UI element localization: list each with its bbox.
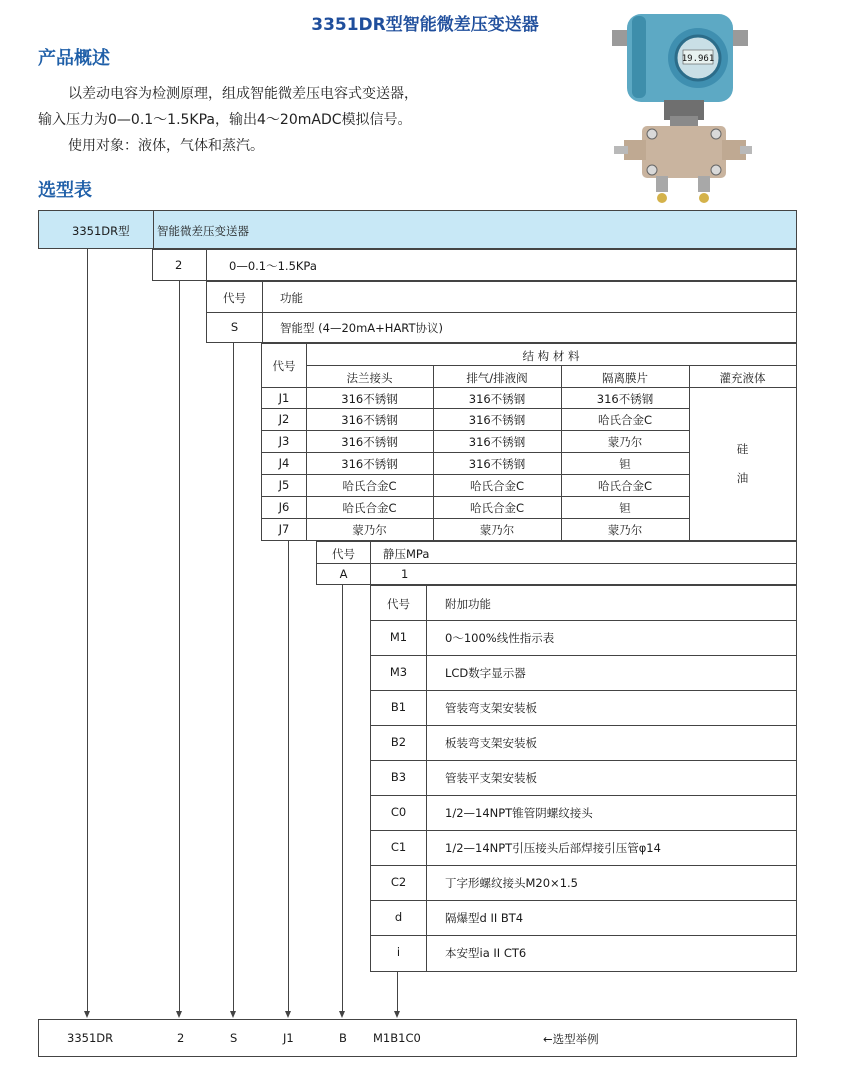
material-row-valve: 哈氏合金C	[469, 501, 525, 515]
extra-row-code: B3	[390, 770, 407, 784]
range-desc: 0—0.1～1.5KPa	[229, 259, 317, 273]
device-display-text: 19.961	[681, 54, 715, 64]
material-row-flange: 316不锈钢	[341, 413, 398, 427]
extra-row-desc: 管装弯支架安装板	[445, 701, 537, 715]
arrow-model	[84, 1011, 90, 1018]
extra-row-code: M1	[389, 630, 408, 644]
example-row	[38, 1019, 797, 1057]
material-row-valve: 316不锈钢	[468, 435, 526, 449]
static-code-header: 代号	[332, 547, 355, 561]
material-row-code: J4	[278, 456, 290, 470]
static-pressure-table	[316, 541, 797, 585]
materials-col-valve: 排气/排液阀	[466, 371, 528, 385]
fill-liquid-char-2: 油	[736, 471, 749, 485]
function-table	[206, 281, 797, 343]
materials-col-flange: 法兰接头	[346, 371, 393, 385]
function-desc: 智能型 (4—20mA+HART协议)	[280, 321, 443, 335]
transmitter-image	[612, 12, 752, 212]
material-row-flange: 蒙乃尔	[352, 523, 387, 537]
extra-row-code: d	[394, 910, 403, 924]
extra-row-desc: 板装弯支架安装板	[445, 736, 537, 750]
extra-row-desc: 丁字形螺纹接头M20×1.5	[445, 876, 578, 890]
overview-heading: 产品概述	[38, 48, 110, 69]
example-function: S	[230, 1031, 238, 1045]
materials-col-diaphragm: 隔离膜片	[602, 371, 648, 385]
extra-row-desc: 管装平支架安装板	[445, 771, 537, 785]
range-row	[152, 249, 797, 281]
extra-row-desc: 1/2—14NPT引压接头后部焊接引压管φ14	[445, 841, 661, 855]
material-row-code: J1	[278, 391, 290, 405]
extra-row-code: C2	[390, 875, 407, 889]
connector-line-model	[87, 249, 88, 1011]
extra-row-code: C0	[390, 805, 407, 819]
fill-liquid-char-1: 硅	[736, 442, 749, 456]
material-row-diaphragm: 哈氏合金C	[597, 413, 653, 427]
extra-row-desc: LCD数字显示器	[445, 666, 526, 680]
extra-row-code: B1	[390, 700, 407, 714]
materials-table	[261, 343, 797, 541]
range-code: 2	[175, 258, 183, 272]
material-row-diaphragm: 316不锈钢	[596, 392, 654, 406]
material-row-valve: 蒙乃尔	[479, 523, 515, 537]
overview-line-2: 输入压力为0—0.1～1.5KPa，输出4～20mADC模拟信号。	[38, 112, 412, 128]
page-title: 3351DR型智能微差压变送器	[311, 15, 539, 35]
extra-row-desc: 1/2—14NPT锥管阴螺纹接头	[445, 806, 593, 820]
material-row-diaphragm: 蒙乃尔	[607, 435, 643, 449]
selection-heading: 选型表	[38, 180, 92, 201]
extra-row-code: i	[396, 945, 401, 959]
materials-col-fill-liquid: 灌充液体	[719, 371, 766, 385]
material-row-flange: 哈氏合金C	[342, 501, 397, 515]
function-code-header: 代号	[223, 291, 246, 305]
example-bracket: B	[339, 1031, 347, 1045]
model-desc: 智能微差压变送器	[157, 224, 249, 238]
material-row-diaphragm: 哈氏合金C	[597, 479, 653, 493]
connector-line-material	[288, 541, 289, 1011]
model-row	[38, 210, 797, 249]
material-row-valve: 316不锈钢	[468, 413, 526, 427]
material-row-code: J2	[278, 412, 290, 426]
function-desc-header: 功能	[280, 291, 303, 305]
arrow-function	[230, 1011, 236, 1018]
material-row-diaphragm: 蒙乃尔	[607, 523, 643, 537]
extra-code-header: 代号	[387, 597, 410, 611]
arrow-material	[285, 1011, 291, 1018]
materials-group-header: 结 构 材 料	[522, 349, 580, 363]
overview-line-3: 使用对象：液体，气体和蒸汽。	[68, 138, 264, 154]
model-code: 3351DR型	[72, 224, 130, 238]
extra-row-desc: 隔爆型d II BT4	[445, 911, 524, 925]
example-range: 2	[177, 1031, 185, 1045]
material-row-valve: 316不锈钢	[468, 392, 526, 406]
material-row-code: J7	[278, 522, 290, 536]
connector-line-pressure	[342, 585, 343, 1011]
connector-line-extra	[397, 972, 398, 1011]
material-row-flange: 316不锈钢	[341, 435, 398, 449]
overview-line-1: 以差动电容为检测原理，组成智能微差压电容式变送器，	[68, 86, 418, 102]
static-value: 1	[401, 567, 409, 581]
material-row-code: J6	[278, 500, 290, 514]
example-note: ←选型举例	[543, 1032, 599, 1046]
static-desc-header: 静压MPa	[383, 547, 430, 561]
extra-row-desc: 本安型ia II CT6	[445, 946, 527, 960]
example-options: M1B1C0	[373, 1031, 421, 1045]
material-row-valve: 316不锈钢	[468, 457, 526, 471]
connector-line-range	[179, 281, 180, 1011]
extra-row-code: C1	[390, 840, 407, 854]
arrow-extra	[394, 1011, 400, 1018]
function-code: S	[230, 320, 239, 334]
material-row-code: J5	[278, 478, 290, 492]
arrow-pressure	[339, 1011, 345, 1018]
extra-row-code: B2	[390, 735, 407, 749]
extra-row-code: M3	[389, 665, 408, 679]
material-row-diaphragm: 钽	[619, 457, 631, 471]
materials-code-header: 代号	[272, 359, 296, 373]
extra-functions-table	[370, 585, 797, 972]
example-model: 3351DR	[67, 1031, 114, 1045]
material-row-diaphragm: 钽	[619, 501, 631, 515]
material-row-code: J3	[278, 434, 290, 448]
material-row-flange: 哈氏合金C	[342, 479, 397, 493]
material-row-flange: 316不锈钢	[341, 392, 398, 406]
static-code: A	[339, 567, 348, 581]
connector-line-function	[233, 343, 234, 1011]
material-row-flange: 316不锈钢	[341, 457, 398, 471]
example-material: J1	[283, 1031, 294, 1045]
arrow-range	[176, 1011, 182, 1018]
material-row-valve: 哈氏合金C	[469, 479, 525, 493]
extra-desc-header: 附加功能	[445, 597, 491, 611]
extra-row-desc: 0～100%线性指示表	[445, 631, 555, 645]
